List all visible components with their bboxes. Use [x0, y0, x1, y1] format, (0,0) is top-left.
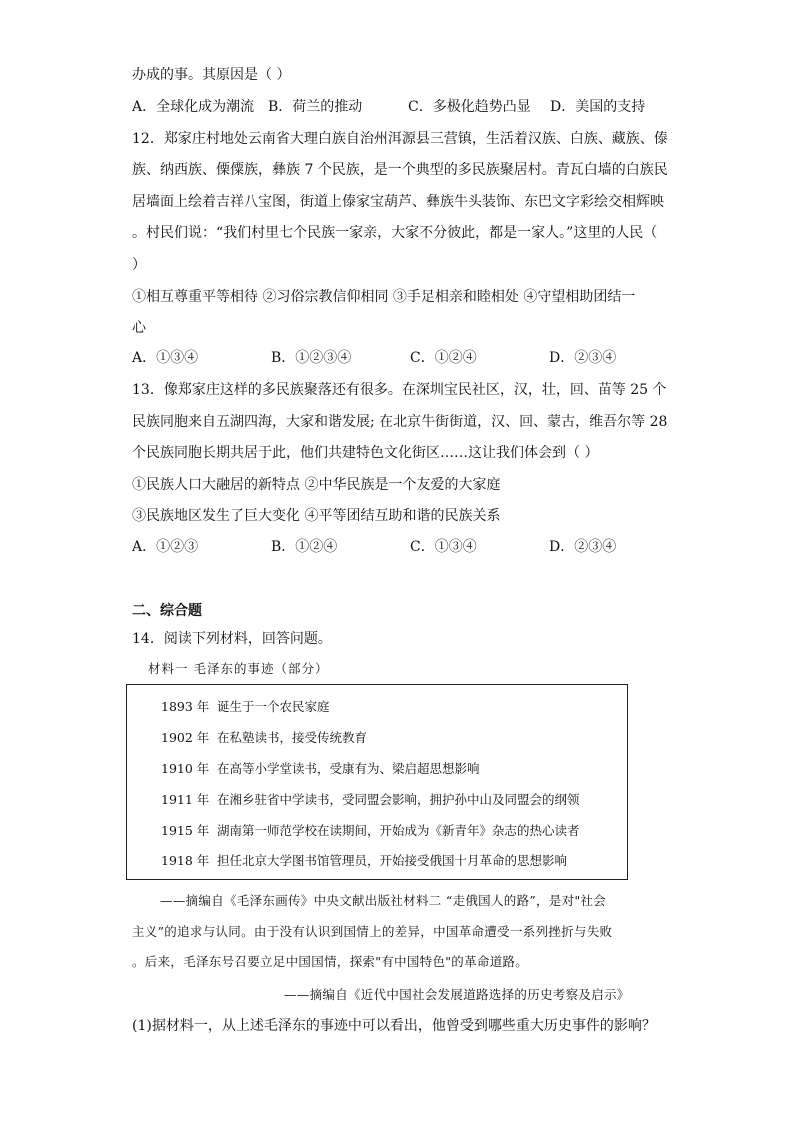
event-text: 在私塾读书，接受传统教育 — [217, 730, 368, 745]
material1-table — [126, 684, 628, 880]
q12-statements-1: ①相互尊重平等相待 ②习俗宗教信仰相同 ③手足相亲和睦相处 ④守望相助团结一 — [132, 289, 636, 305]
q11-option-a: A．全球化成为潮流 — [132, 99, 255, 115]
q13-option-a: A．①②③ — [132, 539, 199, 555]
event-text: 在高等小学堂读书，受康有为、梁启超思想影响 — [217, 761, 480, 776]
q12-line-5: ） — [132, 257, 146, 273]
event-row — [161, 792, 580, 808]
q13-line-2: 民族同胞来自五湖四海，大家和谐发展; 在北京牛街街道，汉、回、蒙古，维吾尔等 28 — [132, 414, 668, 430]
event-year: 1911 年 — [161, 792, 210, 807]
event-row — [161, 853, 567, 869]
q11-option-d: D．美国的支持 — [550, 99, 646, 115]
event-row — [161, 699, 330, 715]
material2-line-2: 主义”的追求与认同。由于没有认识到国情上的差异，中国革命遭受一系列挫折与失败 — [132, 924, 613, 939]
q12-statements-2: 心 — [132, 320, 146, 336]
event-text: 在湘乡驻省中学读书，受同盟会影响，拥护孙中山及同盟会的纲领 — [217, 792, 580, 807]
q11-tail: 办成的事。其原因是（ ） — [132, 67, 291, 83]
event-year: 1910 年 — [161, 761, 210, 776]
q12-line-4: 。村民们说：“我们村里七个民族一家亲，大家不分彼此，都是一家人。”这里的人民（ — [132, 225, 658, 241]
q12-line-1: 12．郑家庄村地处云南省大理白族自治州洱源县三营镇，生活着汉族、白族、藏族、傣 — [132, 131, 668, 147]
event-year: 1893 年 — [161, 699, 210, 714]
q13-options — [132, 538, 652, 556]
q11-options — [132, 98, 652, 116]
event-year: 1902 年 — [161, 730, 210, 745]
event-year: 1918 年 — [161, 853, 210, 868]
event-text: 诞生于一个农民家庭 — [217, 699, 330, 714]
material2-line-1: ——摘编自《毛泽东画传》中央文献出版社材料二 “走俄国人的路”，是对"社会 — [160, 893, 607, 908]
q13-option-b: B．①②④ — [271, 539, 338, 555]
q11-option-b: B．荷兰的推动 — [268, 99, 363, 115]
event-row — [161, 761, 480, 777]
section-heading: 二、综合题 — [132, 603, 202, 619]
event-year: 1915 年 — [161, 823, 210, 838]
q12-option-b: B．①②③④ — [271, 350, 352, 366]
q12-line-2: 族、纳西族、傈僳族，彝族 7 个民族，是一个典型的多民族聚居村。青瓦白墙的白族民 — [132, 162, 668, 178]
q13-option-d: D．②③④ — [549, 539, 617, 555]
q12-option-d: D．②③④ — [549, 350, 617, 366]
q13-statements-1: ①民族人口大融居的新特点 ②中华民族是一个友爱的大家庭 — [132, 477, 501, 493]
material2-line-3: 。后来，毛泽东号召要立足中国国情，探索"有中国特色"的革命道路。 — [132, 954, 529, 969]
q13-line-3: 个民族同胞长期共居于此，他们共建特色文化街区……这让我们体会到（ ） — [132, 445, 599, 461]
event-row — [161, 730, 367, 746]
material2-source: ——摘编自《近代中国社会发展道路选择的历史考察及启示》 — [284, 987, 630, 1002]
q11-option-c: C．多极化趋势凸显 — [408, 99, 531, 115]
q12-option-a: A．①③④ — [132, 350, 199, 366]
material1-title: 材料一 毛泽东的事迹（部分） — [148, 661, 329, 676]
event-text: 担任北京大学图书馆管理员，开始接受俄国十月革命的思想影响 — [217, 853, 568, 868]
q14-intro: 14．阅读下列材料，回答问题。 — [132, 631, 332, 647]
event-row — [161, 823, 580, 839]
q13-statements-2: ③民族地区发生了巨大变化 ④平等团结互助和谐的民族关系 — [132, 508, 501, 524]
q12-option-c: C．①②④ — [410, 350, 477, 366]
q13-option-c: C．①③④ — [410, 539, 477, 555]
q13-line-1: 13．像郑家庄这样的多民族聚落还有很多。在深圳宝民社区，汉，壮，回、苗等 25 个 — [132, 382, 667, 398]
sub-question-1: (1)据材料一，从上述毛泽东的事迹中可以看出，他曾受到哪些重大历史事件的影响？ — [132, 1018, 656, 1034]
event-text: 湖南第一师范学校在读期间，开始成为《新青年》杂志的热心读者 — [217, 823, 580, 838]
q12-line-3: 居墙面上绘着吉祥八宝图，街道上傣家宝葫芦、彝族牛头装饰、东巴文字彩绘交相辉映 — [132, 194, 664, 210]
q12-options — [132, 349, 652, 367]
